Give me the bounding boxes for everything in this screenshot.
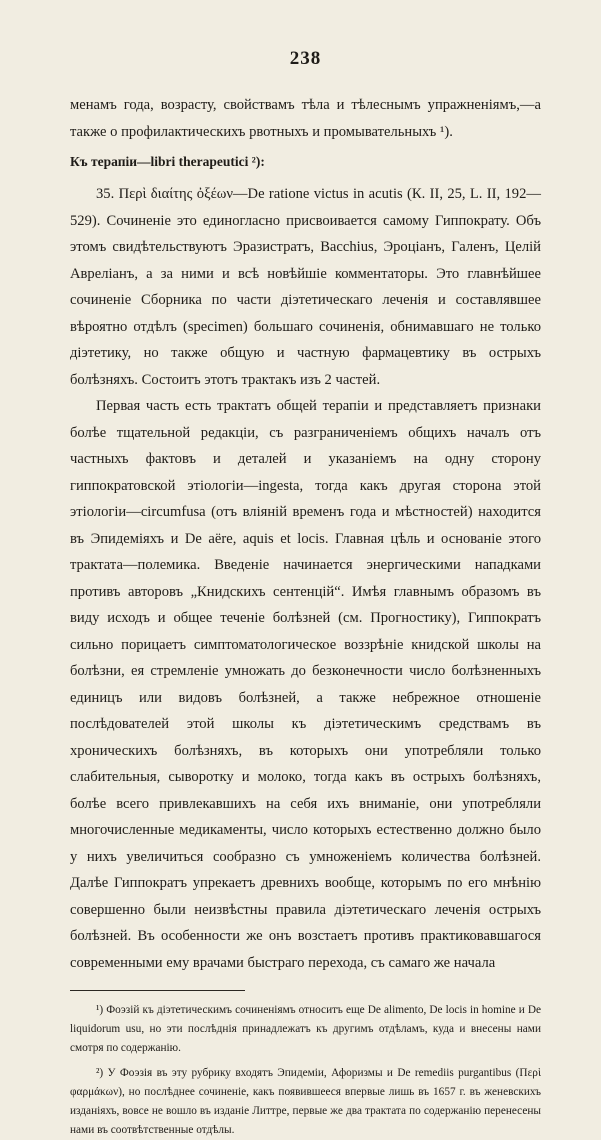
footnote-divider — [70, 990, 245, 991]
footnote-2: ²) У Фоэзія въ эту рубрику входятъ Эпидеміи, Афоризмы и De remediis purgantibus (Περὶ φαρμάκων), но послѣднее сочиненіе, какъ появившееся впервые лишь въ 1657 г. въ женевскихъ изданіяхъ, вовсе не вошло въ изданіе Литтре, первые же два трактата по содержанію перенесены нами въ соотвѣтственные отдѣлы. — [70, 1067, 541, 1136]
section-heading: Къ терапіи—libri therapeutici ²): — [70, 154, 265, 169]
footnotes — [70, 1001, 541, 1140]
main-text — [70, 92, 541, 976]
paragraph-continuation: менамъ года, возрасту, свойствамъ тѣла и тѣлеснымъ упражненіямъ,—а также о профилактическихъ рвотныхъ и промывательныхъ ¹). — [70, 97, 541, 140]
footnote-1: ¹) Фоэзій къ діэтетическимъ сочиненіямъ относитъ еще De alimento, De locis in homine и De liquidorum usu, но эти послѣднія принадлежатъ къ другимъ отдѣламъ, куда и внесены нами смотря по содержанію. — [70, 1004, 541, 1054]
page-number: 238 — [289, 48, 322, 69]
paragraph-first-part: Первая часть есть трактатъ общей терапіи и представляетъ признаки болѣе тщательной редакціи, съ разграниченіемъ общихъ началъ отъ частныхъ фактовъ и деталей и указаніемъ на одну сторону гиппократовской этіологіи—ingesta, тогда какъ другая сторона этой этіологіи—circumfusa (отъ вліяній временъ года и мѣстностей) находится въ Эпидеміяхъ и De aëre, aquis et locis. Главная цѣль и основаніе этого трактата—полемика. Введеніе начинается энергическими нападками противъ авторовъ „Книдскихъ сентенцій“. Имѣя главнымъ образомъ въ виду исходъ и общее теченіе болѣзней (см. Прогностику), Гиппократъ сильно порицаетъ симптоматологическое воззрѣніе книдской школы на болѣзни, ея стремленіе умножать до безконечности число болѣзненныхъ единицъ или видовъ болѣзней, а также небрежное отношеніе послѣдователей этой школы къ діэтетическимъ средствамъ въ хроническихъ болѣзняхъ, въ которыхъ они употребляли только слабительныя, сыворотку и молоко, тогда какъ въ острыхъ болѣзняхъ, болѣе всего привлекавшихъ на себя ихъ вниманіе, они употребляли многочисленные медикаменты, число которыхъ естественно должно было у нихъ увеличиться сообразно съ умноженіемъ количества болѣзней. Далѣе Гиппократъ упрекаетъ древнихъ вообще, которымъ по его мнѣнію совершенно были неизвѣстны правила діэтетическаго леченія острыхъ болѣзней. Въ особенности же онъ возстаетъ противъ практиковавшагося современными ему врачами быстраго перехода, съ самаго же начала — [70, 398, 541, 971]
paragraph-35: 35. Περὶ διαίτης ὀξέων—De ratione victus in acutis (К. II, 25, L. II, 192—529). Сочиненіе это единогласно присвоивается самому Гиппократу. Объ этомъ свидѣтельствуютъ Эразистратъ, Bacchius, Эроціанъ, Галенъ, Целій Авреліанъ, а за ними и всѣ новѣйшіе комментаторы. Это главнѣйшее сочиненіе Сборника по части діэтетическаго леченія и составлявшее вѣроятно отдѣлъ (specimen) большаго сочиненія, обнимавшаго не только діэтетику, но также общую и частную фармацевтику въ острыхъ болѣзняхъ. Состоитъ этотъ трактакъ изъ 2 частей. — [70, 186, 541, 388]
